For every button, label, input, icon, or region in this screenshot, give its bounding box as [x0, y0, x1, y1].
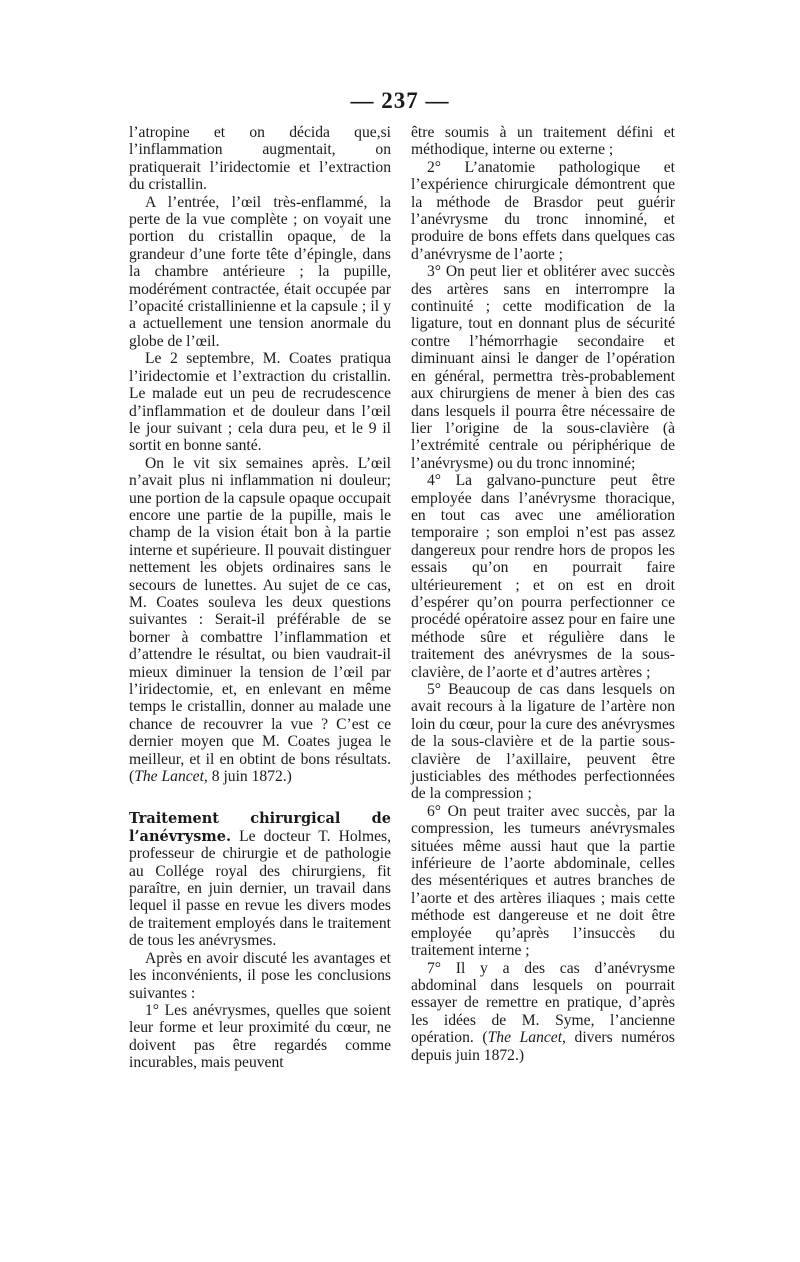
left-paragraph-6: Après en avoir discuté les avantages et les inconvénients, il pose les conclusions suivantes :	[129, 949, 391, 1002]
left-paragraph-4	[129, 455, 391, 786]
conclusion-1: 1° Les anévrysmes, quelles que soient leur forme et leur proximité du cœur, ne doivent pas être regardés comme incurables, mais peuvent	[129, 1001, 391, 1072]
citation-date: 8 juin 1872.)	[207, 768, 292, 786]
left-paragraph-2: A l’entrée, l’œil très-enflammé, la perte de la vue complète ; on voyait une portion du cristallin opaque, de la grandeur d’une forte tête d’épingle, dans la chambre antérieure ; la pupille, modérément contractée, était occupée par l’opacité cristallinienne et la capsule ; il y a actuellement une tension anormale du globe de l’œil.	[129, 193, 391, 350]
conclusion-4: 4° La galvano-puncture peut être employée dans l’anévrysme thoracique, en tout cas avec une amélioration temporaire ; son emploi n’est pas assez dangereux pour rendre hors de propos les essais qu’on en pourrait faire ultérieurement ; et on est en droit d’espérer qu’on pourra perfectionner ce procédé opératoire assez pour en faire une méthode sûre et régulière dans le traitement des anévrysmes de la sous-clavière, de l’aorte et d’autres artères ;	[411, 472, 675, 681]
conclusion-6: 6° On peut traiter avec succès, par la compression, les tumeurs anévrysmales situées même aussi haut que la partie inférieure de l’aorte abdominale, celles des mésentériques et autres branches de l’aorte et des artères iliaques ; mais cette méthode est dangereuse et ne doit être employée qu’après l’insuccès du traitement interne ;	[411, 802, 675, 960]
left-paragraph-4-text: On le vit six semaines après. L’œil n’avait plus ni inflammation ni douleur; une portion de la capsule opaque occupait encore une partie de la pupille, mais le champ de la vision était bon à la partie interne et supérieure. Il pouvait distinguer nettement les objets ordinaires sans le secours de lunettes. Au sujet de ce cas, M. Coates souleva les deux questions suivantes : Serait-il préférable de se borner à combattre l’inflammation et d’attendre le résultat, ou bien vaudrait-il mieux diminuer la tension de l’œil par l’iridectomie, et, en enlevant en même temps le cristallin, donner au malade une chance de recouvrer la vue ? C’est ce dernier moyen que M. Coates jugea le meilleur, et il en obtint de bons résultats. (	[129, 454, 391, 786]
left-column	[129, 124, 391, 1072]
section-intro-paragraph	[129, 810, 391, 949]
section-heading: Traitement chirurgical de l’anévrysme.	[129, 810, 391, 845]
left-paragraph-1: l’atropine et on décida que,si l’inflammation augmentait, on pratiquerait l’iridectomie et l’extraction du cristallin.	[129, 124, 391, 194]
right-paragraph-1: être soumis à un traitement défini et méthodique, interne ou externe ;	[411, 124, 675, 159]
page-number: — 237 —	[350, 88, 450, 113]
conclusion-7-text: 7° Il y a des cas d’anévrysme abdominal dans lesquels on pourrait essayer de remettre en pratique, d’après les idées de M. Syme, l’ancienne opération. (	[411, 959, 675, 1047]
left-paragraph-3: Le 2 septembre, M. Coates pratiqua l’iridectomie et l’extraction du cristallin. Le malade eut un peu de recrudescence d’inflammation et de douleur dans l’œil le jour suivant ; cela dura peu, et le 9 il sortit en bonne santé.	[129, 350, 391, 455]
journal-citation-2: The Lancet,	[487, 1029, 566, 1047]
conclusion-2: 2° L’anatomie pathologique et l’expérience chirurgicale démontrent que la méthode de Brasdor peut guérir l’anévrysme du tronc innominé, et produire de bons effets dans quelques cas d’anévrysme de l’aorte ;	[411, 158, 675, 263]
conclusion-7	[411, 960, 675, 1064]
right-column	[411, 124, 675, 1064]
citation-end-2: divers numéros depuis juin 1872.)	[411, 1029, 675, 1064]
conclusion-3: 3° On peut lier et oblitérer avec succès des artères sans en interrompre la continuité ; cette modification de la ligature, tout en donnant plus de sécurité contre l’hémorrhagie secondaire et diminuant ainsi le danger de l’opération en général, permettra très-probablement aux chirurgiens de mener à bien des cas dans lesquels il pourra être nécessaire de lier l’origine de la sous-clavière (à l’extrémité centrale ou périphérique de l’anévrysme) ou du tronc innominé;	[411, 263, 675, 472]
journal-citation: The Lancet,	[134, 768, 208, 786]
conclusion-5: 5° Beaucoup de cas dans lesquels on avait recours à la ligature de l’artère non loin du cœur, pour la cure des anévrysmes de la sous-clavière et de la partie sous-clavière de l’axillaire, peuvent être justiciables des méthodes perfectionnées de la compression ;	[411, 681, 675, 803]
section-intro-text: Le docteur T. Holmes, professeur de chirurgie et de pathologie au Collége royal des chirurgiens, fit paraître, en juin dernier, un travail dans lequel il passe en revue les divers modes de traitement employés dans le traitement de tous les anévrysmes.	[129, 827, 391, 950]
